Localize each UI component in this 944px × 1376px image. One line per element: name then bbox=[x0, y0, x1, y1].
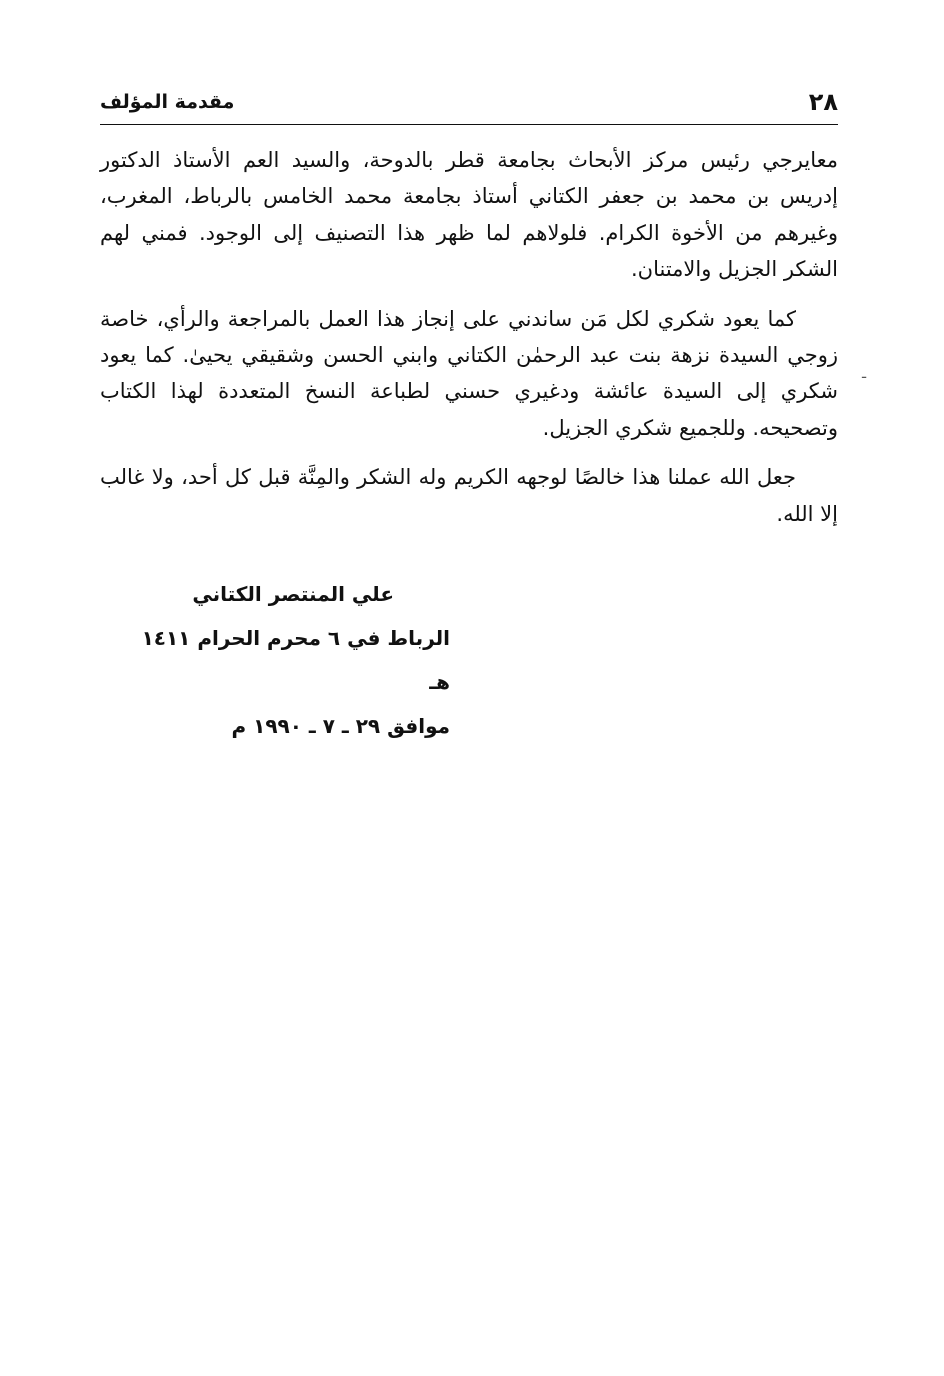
page-number: ٢٨ bbox=[808, 88, 838, 116]
author-name: علي المنتصر الكتاني bbox=[192, 582, 394, 606]
paragraph-closing-prayer: جعل الله عملنا هذا خالصًا لوجهه الكريم وله الشكر والمِنَّة قبل كل أحد، ولا غالب إلا الله. bbox=[100, 465, 838, 526]
header-rule bbox=[100, 124, 838, 125]
signature-gregorian-date: موافق ٢٩ ـ ٧ ـ ١٩٩٠ م bbox=[231, 714, 450, 738]
signature-place-date: الرباط في ٦ محرم الحرام ١٤١١ هـ bbox=[141, 626, 450, 694]
page-header bbox=[100, 82, 838, 122]
running-title: مقدمة المؤلف bbox=[100, 91, 235, 113]
paragraph-thanks-family: كما يعود شكري لكل مَن ساندني على إنجاز هذا العمل بالمراجعة والرأي، خاصة زوجي السيدة نزهة بنت عبد الرحمٰن الكتاني وابني الحسن وشقيقي يحيىٰ. كما يعود شكري إلى السيدة عائشة ودغيري حسني لطباعة النسخ المتعددة لهذا الكتاب وتصحيحه. وللجميع شكري الجزيل. bbox=[100, 306, 838, 440]
paragraph-acknowledgements-continued: معايرجي رئيس مركز الأبحاث بجامعة قطر بالدوحة، والسيد العم الأستاذ الدكتور إدريس بن محمد بن جعفر الكتاني أستاذ بجامعة محمد الخامس بالرباط، المغرب، وغيرهم من الأخوة الكرام. فلولاهم لما ظهر هذا التصنيف إلى الوجود. فمني لهم الشكر الجزيل والامتنان. bbox=[100, 148, 838, 282]
body-text bbox=[100, 142, 838, 532]
signature-block bbox=[120, 572, 450, 748]
margin-mark: ـ bbox=[862, 366, 867, 382]
